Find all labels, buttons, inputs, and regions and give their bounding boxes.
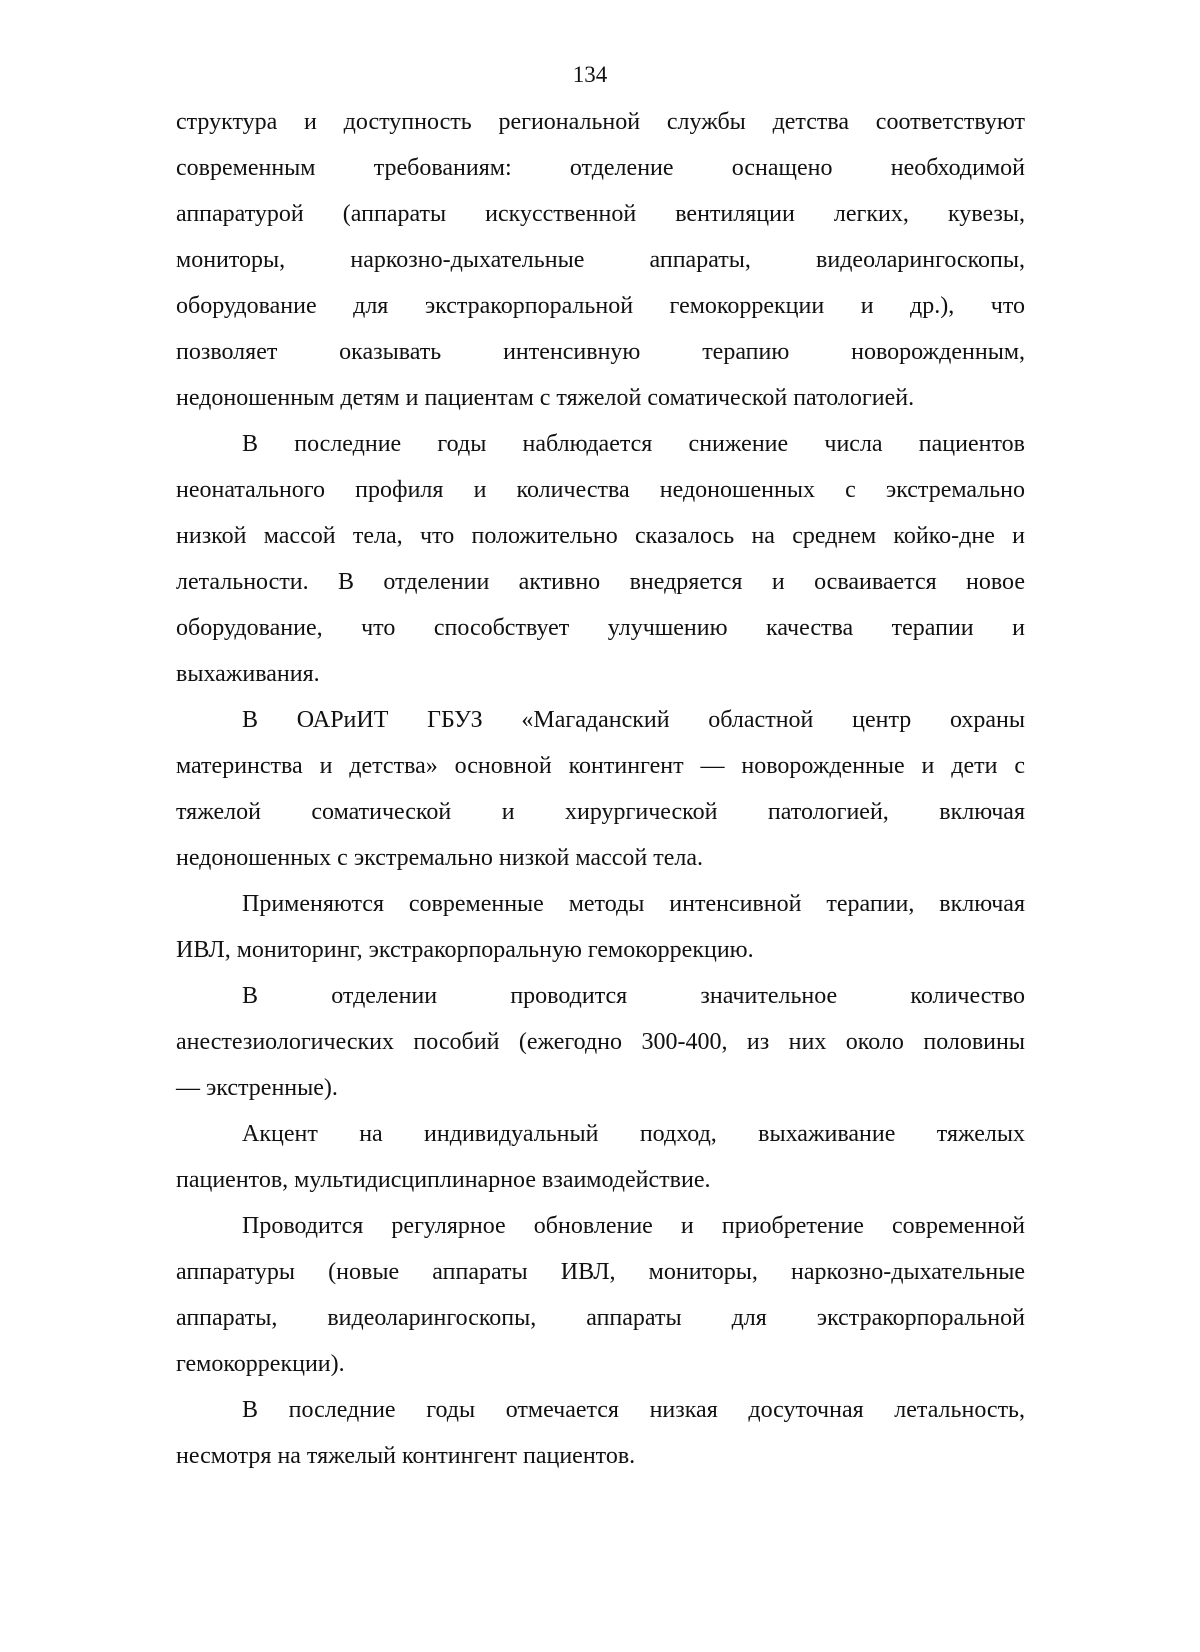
text-line: Проводится регулярное обновление и приобретение современной — [242, 1213, 1025, 1239]
text-line: мониторы, наркозно-дыхательные аппараты, видеоларингоскопы, — [176, 247, 1025, 273]
text-line: В последние годы наблюдается снижение числа пациентов — [242, 431, 1025, 457]
text-line: ИВЛ, мониторинг, экстракорпоральную гемокоррекцию. — [176, 937, 754, 963]
text-line: анестезиологических пособий (ежегодно 300-400, из них около половины — [176, 1029, 1025, 1055]
body-text — [176, 99, 1025, 1479]
text-line: недоношенным детям и пациентам с тяжелой соматической патологией. — [176, 385, 915, 411]
paragraph — [176, 1111, 1025, 1203]
paragraph — [176, 881, 1025, 973]
text-line: выхаживания. — [176, 661, 320, 687]
paragraph — [176, 99, 1025, 421]
text-line: несмотря на тяжелый контингент пациентов. — [176, 1443, 636, 1469]
paragraph — [176, 1387, 1025, 1479]
text-line: — экстренные). — [176, 1075, 338, 1101]
text-line: материнства и детства» основной контингент — новорожденные и дети с — [176, 753, 1025, 779]
paragraph — [176, 421, 1025, 697]
paragraph — [176, 697, 1025, 881]
text-line: Применяются современные методы интенсивной терапии, включая — [242, 891, 1025, 917]
text-line: В последние годы отмечается низкая досуточная летальность, — [242, 1397, 1025, 1423]
paragraph — [176, 973, 1025, 1111]
text-line: низкой массой тела, что положительно сказалось на среднем койко-дне и — [176, 523, 1025, 549]
text-line: тяжелой соматической и хирургической патологией, включая — [176, 799, 1025, 825]
text-line: современным требованиям: отделение оснащено необходимой — [176, 155, 1025, 181]
text-line: летальности. В отделении активно внедряется и осваивается новое — [176, 569, 1025, 595]
text-line: недоношенных с экстремально низкой массой тела. — [176, 845, 703, 871]
text-line: В ОАРиИТ ГБУЗ «Магаданский областной центр охраны — [242, 707, 1025, 733]
text-line: структура и доступность региональной службы детства соответствуют — [176, 109, 1025, 135]
text-line: В отделении проводится значительное количество — [242, 983, 1025, 1009]
text-line: аппаратурой (аппараты искусственной вентиляции легких, кувезы, — [176, 201, 1025, 227]
page-number: 134 — [572, 62, 608, 87]
text-line: оборудование для экстракорпоральной гемокоррекции и др.), что — [176, 293, 1025, 319]
paragraph — [176, 1203, 1025, 1387]
text-line: пациентов, мультидисциплинарное взаимодействие. — [176, 1167, 711, 1193]
text-line: аппараты, видеоларингоскопы, аппараты для экстракорпоральной — [176, 1305, 1025, 1331]
text-line: позволяет оказывать интенсивную терапию новорожденным, — [176, 339, 1025, 365]
text-line: оборудование, что способствует улучшению качества терапии и — [176, 615, 1025, 641]
text-line: аппаратуры (новые аппараты ИВЛ, мониторы, наркозно-дыхательные — [176, 1259, 1025, 1285]
text-line: Акцент на индивидуальный подход, выхаживание тяжелых — [242, 1121, 1025, 1147]
text-line: гемокоррекции). — [176, 1351, 345, 1377]
text-line: неонатального профиля и количества недоношенных с экстремально — [176, 477, 1025, 503]
